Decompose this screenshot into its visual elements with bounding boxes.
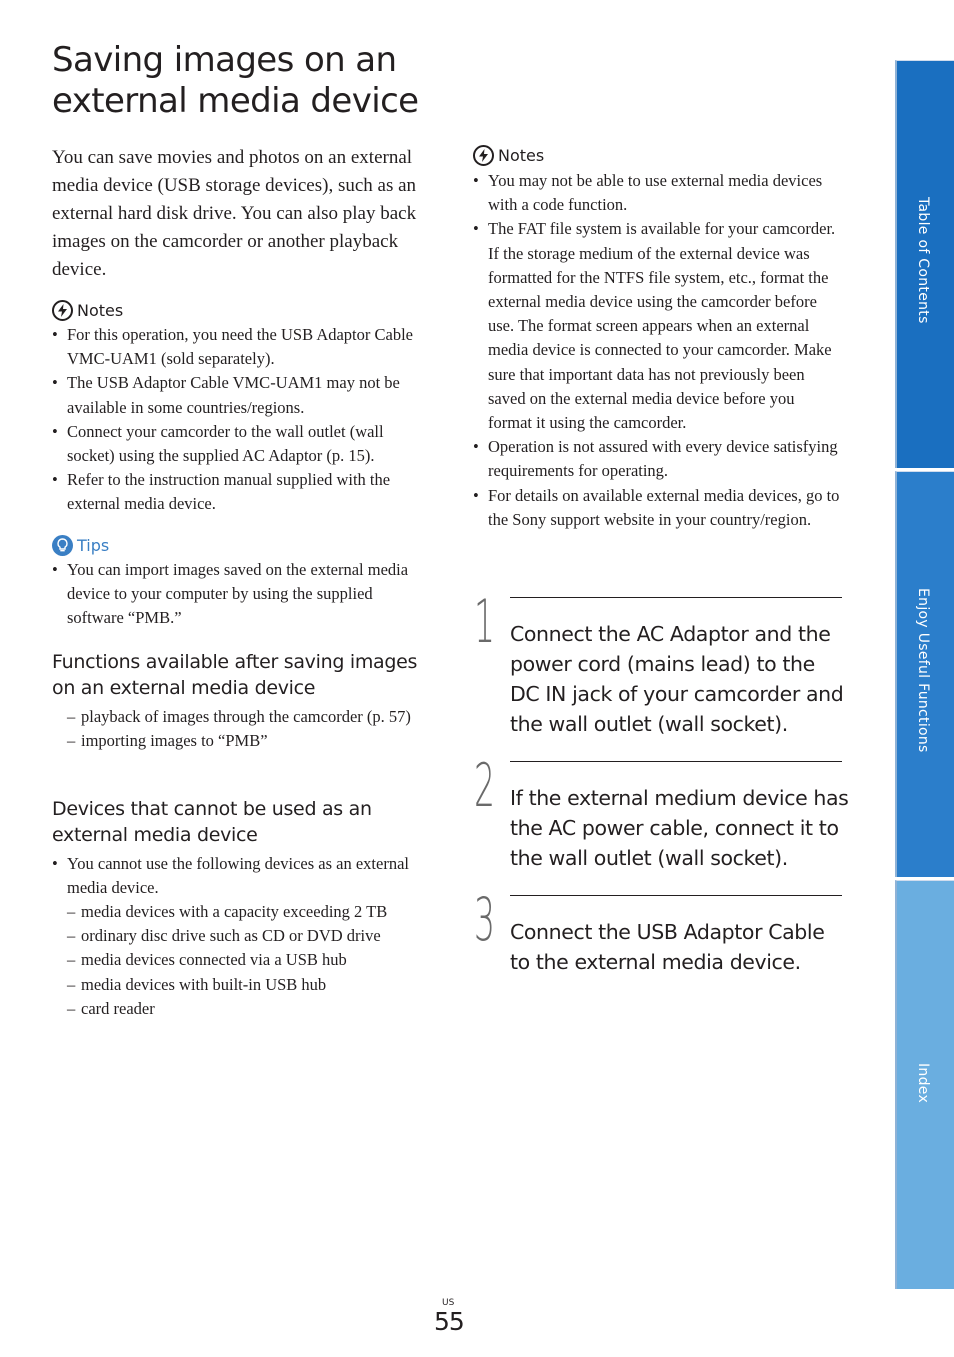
list-item: • For details on available external media devices, go to the Sony support website in your country/region. [473,484,841,532]
page-region: US [442,1298,455,1308]
step-divider [510,597,842,598]
list-item: – media devices with built-in USB hub [67,973,424,997]
step-divider [510,895,842,896]
step-number: 1 [474,587,496,657]
notes-list-right [473,169,841,532]
tips-heading [52,534,109,556]
step-text: If the external medium device has the AC power cable, connect it to the wall outlet (wall socket). [510,786,849,870]
step-text: Connect the AC Adaptor and the power cord (mains lead) to the DC IN jack of your camcorder and the wall outlet (wall socket). [510,622,844,736]
functions-heading: Functions available after saving images on an external media device [52,651,418,699]
step-number: 2 [474,751,496,821]
list-item: • You may not be able to use external media devices with a code function. [473,169,841,217]
list-item: • The USB Adaptor Cable VMC-UAM1 may not be available in some countries/regions. [52,371,424,419]
tips-label: Tips [77,535,110,555]
list-item: – media devices with a capacity exceeding 2 TB [67,900,424,924]
page-number: 55 [434,1307,464,1336]
list-item: • The FAT file system is available for your camcorder. If the storage medium of the external device was formatted for the NTFS file system, etc., format the external media device using the camcorder before use. The format screen appears when an external media device is connected to your camcorder. Make sure that important data has not previously been saved on the external media device before you format it using the camcorder. [473,217,841,435]
notes-icon [473,145,494,166]
tab-label: Index [915,1063,931,1104]
notes-label: Notes [498,145,545,165]
list-item: – card reader [67,997,424,1021]
list-item: • Operation is not assured with every device satisfying requirements for operating. [473,435,841,483]
devices-list [67,900,424,1021]
notes-heading-left [52,299,123,321]
list-item: – media devices connected via a USB hub [67,948,424,972]
step-text: Connect the USB Adaptor Cable to the external media device. [510,920,825,974]
tab-enjoy-useful-functions[interactable] [895,471,954,877]
functions-list [67,705,424,753]
tab-table-of-contents[interactable] [895,60,954,468]
notes-label: Notes [77,300,124,320]
list-item: • For this operation, you need the USB Adaptor Cable VMC-UAM1 (sold separately). [52,323,424,371]
notes-heading-right [473,144,544,166]
list-item: – ordinary disc drive such as CD or DVD drive [67,924,424,948]
list-item: – importing images to “PMB” [67,729,424,753]
list-item: • You cannot use the following devices as an external media device. [52,852,424,900]
list-item: • Refer to the instruction manual supplied with the external media device. [52,468,424,516]
tab-label: Enjoy Useful Functions [915,588,931,753]
tab-index[interactable] [895,880,954,1289]
devices-heading: Devices that cannot be used as an external media device [52,798,372,846]
tab-label: Table of Contents [915,197,931,324]
list-item: • Connect your camcorder to the wall outlet (wall socket) using the supplied AC Adaptor (p. 15). [52,420,424,468]
step-divider [510,761,842,762]
intro-paragraph: You can save movies and photos on an external media device (USB storage devices), such as an external hard disk drive. You can also play back images on the camcorder or another playback device. [52,147,417,280]
tips-list [52,558,424,631]
list-item: • You can import images saved on the external media device to your computer by using the supplied software “PMB.” [52,558,424,631]
list-item: – playback of images through the camcorder (p. 57) [67,705,424,729]
step-number: 3 [474,885,496,955]
page-title: Saving images on an external media device [52,40,419,121]
devices-bullet-list [52,852,424,900]
notes-icon [52,300,73,321]
lightbulb-icon [52,535,73,556]
notes-list-left [52,323,424,517]
